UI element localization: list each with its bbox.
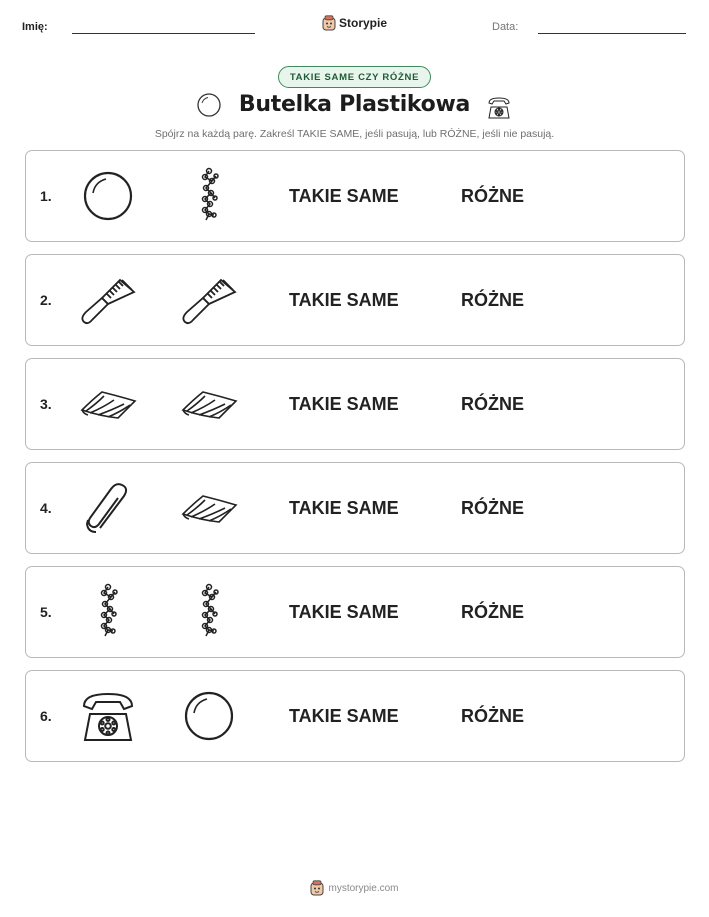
bubble-icon	[179, 686, 239, 746]
question-row-2	[25, 254, 685, 346]
different-option[interactable]: RÓŻNE	[461, 601, 524, 622]
different-option[interactable]: RÓŻNE	[461, 497, 524, 518]
plastic-sheet-icon	[78, 374, 138, 434]
footer-url[interactable]: mystorypie.com	[328, 882, 399, 894]
same-option[interactable]: TAKIE SAME	[289, 601, 399, 622]
question-row-3	[25, 358, 685, 450]
storypie-mascot-icon	[322, 15, 336, 31]
plastic-sheet-icon	[179, 478, 239, 538]
molecule-chain-icon	[179, 166, 239, 226]
date-field-line[interactable]	[538, 33, 686, 34]
question-row-1	[25, 150, 685, 242]
question-number: 6.	[40, 708, 52, 724]
different-option[interactable]: RÓŻNE	[461, 289, 524, 310]
question-number: 4.	[40, 500, 52, 516]
same-option[interactable]: TAKIE SAME	[289, 393, 399, 414]
storypie-mascot-icon	[310, 880, 324, 896]
telephone-icon	[78, 686, 138, 746]
question-row-4	[25, 462, 685, 554]
same-option[interactable]: TAKIE SAME	[289, 289, 399, 310]
different-option[interactable]: RÓŻNE	[461, 393, 524, 414]
page-title: Butelka Plastikowa	[238, 92, 471, 117]
molecule-chain-icon	[179, 582, 239, 642]
question-number: 2.	[40, 292, 52, 308]
plastic-sheet-icon	[179, 374, 239, 434]
date-label: Data:	[492, 21, 519, 33]
instructions: Spójrz na każdą parę. Zakreśl TAKIE SAME, jeśli pasują, lub RÓŻNE, jeśli nie pasują.	[154, 128, 555, 140]
same-option[interactable]: TAKIE SAME	[289, 705, 399, 726]
different-option[interactable]: RÓŻNE	[461, 705, 524, 726]
telephone-icon	[484, 92, 514, 127]
brand-name: Storypie	[339, 16, 388, 30]
activity-type-badge: TAKIE SAME CZY RÓŻNE	[278, 66, 431, 88]
question-number: 5.	[40, 604, 52, 620]
question-number: 1.	[40, 188, 52, 204]
paperclip-icon	[78, 478, 138, 538]
comb-icon	[78, 270, 138, 330]
question-row-5	[25, 566, 685, 658]
name-label: Imię:	[22, 21, 48, 33]
bubble-icon	[78, 166, 138, 226]
different-option[interactable]: RÓŻNE	[461, 185, 524, 206]
same-option[interactable]: TAKIE SAME	[289, 185, 399, 206]
name-field-line[interactable]	[72, 33, 255, 34]
worksheet-header	[0, 0, 709, 50]
question-number: 3.	[40, 396, 52, 412]
footer	[0, 880, 709, 896]
molecule-chain-icon	[78, 582, 138, 642]
question-row-6	[25, 670, 685, 762]
title-row	[0, 90, 709, 126]
same-option[interactable]: TAKIE SAME	[289, 497, 399, 518]
comb-icon	[179, 270, 239, 330]
brand-logo	[322, 13, 387, 33]
